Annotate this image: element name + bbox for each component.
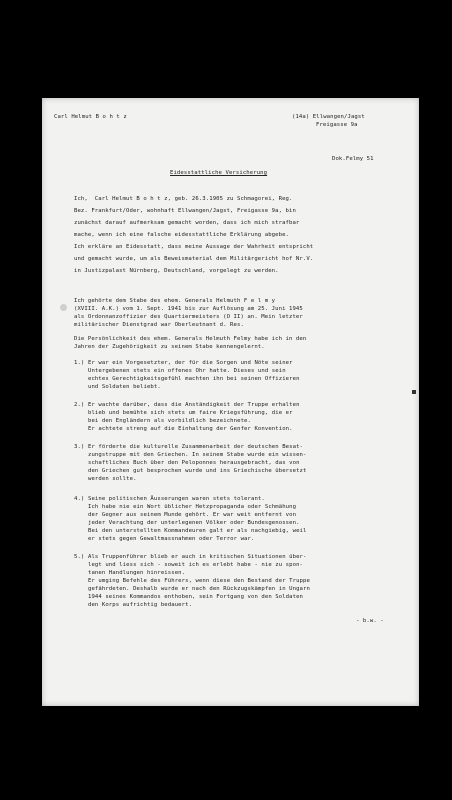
- item-number: 4.): [74, 496, 85, 502]
- item-line: Er förderte die kulturelle Zusammenarbeit der deutschen Besat-: [88, 444, 303, 450]
- intro-line: mache, wenn ich eine falsche eidesstattliche Erklärung abgebe.: [74, 232, 289, 238]
- punch-hole: [60, 304, 67, 311]
- item-line: jeder Verachtung der unterlegenen Völker oder Bundesgenossen.: [88, 520, 300, 526]
- address-line-1: (14a) Ellwangen/Jagst: [292, 114, 365, 120]
- service-line: Ich gehörte dem Stabe des ehem. Generals Helmuth F e l m y: [74, 298, 276, 304]
- personality-line: Jahren der Zugehörigkeit zu seinem Stabe kennengelernt.: [74, 344, 265, 350]
- intro-line: Ich, Carl Helmut B o h t z, geb. 26.3.1905 zu Schmagorei, Reg.: [74, 196, 293, 202]
- item-line: Ich habe nie ein Wort üblicher Hetzpropaganda oder Schmähung: [88, 504, 297, 510]
- item-number: 1.): [74, 360, 85, 366]
- item-number: 2.): [74, 402, 85, 408]
- document-page: [42, 98, 419, 706]
- item-line: 1944 seines Kommandos enthoben, sein Fortgang von den Soldaten: [88, 594, 303, 600]
- intro-line: zunächst darauf aufmerksam gemacht worden, dass ich mich strafbar: [74, 220, 300, 226]
- service-line: als Ordonnanzoffizier des Quartiermeisters (O II) an. Mein letzter: [74, 314, 303, 320]
- item-number: 3.): [74, 444, 85, 450]
- author-name: Carl Helmut B o h t z: [54, 114, 127, 120]
- address-line-2: Freigasse 9a: [316, 122, 358, 128]
- intro-line: und gemacht wurde, um als Beweismaterial dem Militärgericht hof Nr.V.: [74, 256, 314, 262]
- item-line: zungstruppe mit den Griechen. In seinem Stabe wurde ein wissen-: [88, 452, 307, 458]
- item-number: 5.): [74, 554, 85, 560]
- intro-line: in Justizpalast Nürnberg, Deutschland, vorgelegt zu werden.: [74, 268, 279, 274]
- item-line: Er war ein Vorgesetzter, der für die Sorgen und Nöte seiner: [88, 360, 293, 366]
- item-line: bei den Engländern als vorbildlich bezeichnete.: [88, 418, 251, 424]
- item-line: legt und liess sich - soweit ich es erlebt habe - nie zu spon-: [88, 562, 303, 568]
- item-line: er stets gegen Gewaltmassnahmen oder Terror war.: [88, 536, 255, 542]
- item-line: echtes Gerechtigkeitsgefühl machten ihn bei seinen Offizieren: [88, 376, 300, 382]
- item-line: Seine politischen Äusserungen waren stets tolerant.: [88, 496, 265, 502]
- intro-line: Ich erkläre an Eidesstatt, dass meine Aussage der Wahrheit entspricht: [74, 244, 314, 250]
- item-line: Er wachte darüber, dass die Anständigkeit der Truppe erhalten: [88, 402, 300, 408]
- item-line: schaftliches Buch über den Peloponnes herausgebracht, das von: [88, 460, 300, 466]
- service-line: (XVIII. A.K.) vom 1. Sept. 1941 bis zur Auflösung am 25. Juni 1945: [74, 306, 303, 312]
- item-line: den Griechen gut besprochen wurde und ins Griechische übersetzt: [88, 468, 307, 474]
- item-line: gefährdeten. Deshalb wurde er nach den Rückzugskämpfen in Ungarn: [88, 586, 310, 592]
- item-line: Bei den unterstellten Kommandeuren galt er als nachgiebig, weil: [88, 528, 307, 534]
- item-line: Untergebenen stets ein offenes Ohr hatte. Dieses und sein: [88, 368, 286, 374]
- personality-line: Die Persönlichkeit des ehem. Generals Helmuth Felmy habe ich in den: [74, 336, 307, 342]
- item-line: den Korps aufrichtig bedauert.: [88, 602, 193, 608]
- continued-note: - b.w. -: [356, 618, 384, 624]
- intro-line: Bez. Frankfurt/Oder, wohnhaft Ellwangen/Jagst, Freigasse 9a, bin: [74, 208, 296, 214]
- margin-mark: [412, 390, 416, 394]
- item-line: werden sollte.: [88, 476, 137, 482]
- item-line: Er umging Befehle des Führers, wenn diese den Bestand der Truppe: [88, 578, 310, 584]
- item-line: tanen Handlungen hinreissen.: [88, 570, 186, 576]
- item-line: und Soldaten beliebt.: [88, 384, 161, 390]
- document-reference: Dok.Felmy 51: [332, 156, 374, 162]
- item-line: blieb und bemühte sich stets um faire Kriegsführung, die er: [88, 410, 293, 416]
- item-line: der Gegner aus seinem Munde gehört. Er war weit entfernt von: [88, 512, 297, 518]
- document-title: Eidesstattliche Versicherung: [170, 170, 268, 176]
- item-line: Er achtete streng auf die Einhaltung der Genfer Konvention.: [88, 426, 293, 432]
- item-line: Als Truppenführer blieb er auch in kritischen Situationen über-: [88, 554, 307, 560]
- service-line: militärischer Dienstgrad war Oberleutnant d. Res.: [74, 322, 244, 328]
